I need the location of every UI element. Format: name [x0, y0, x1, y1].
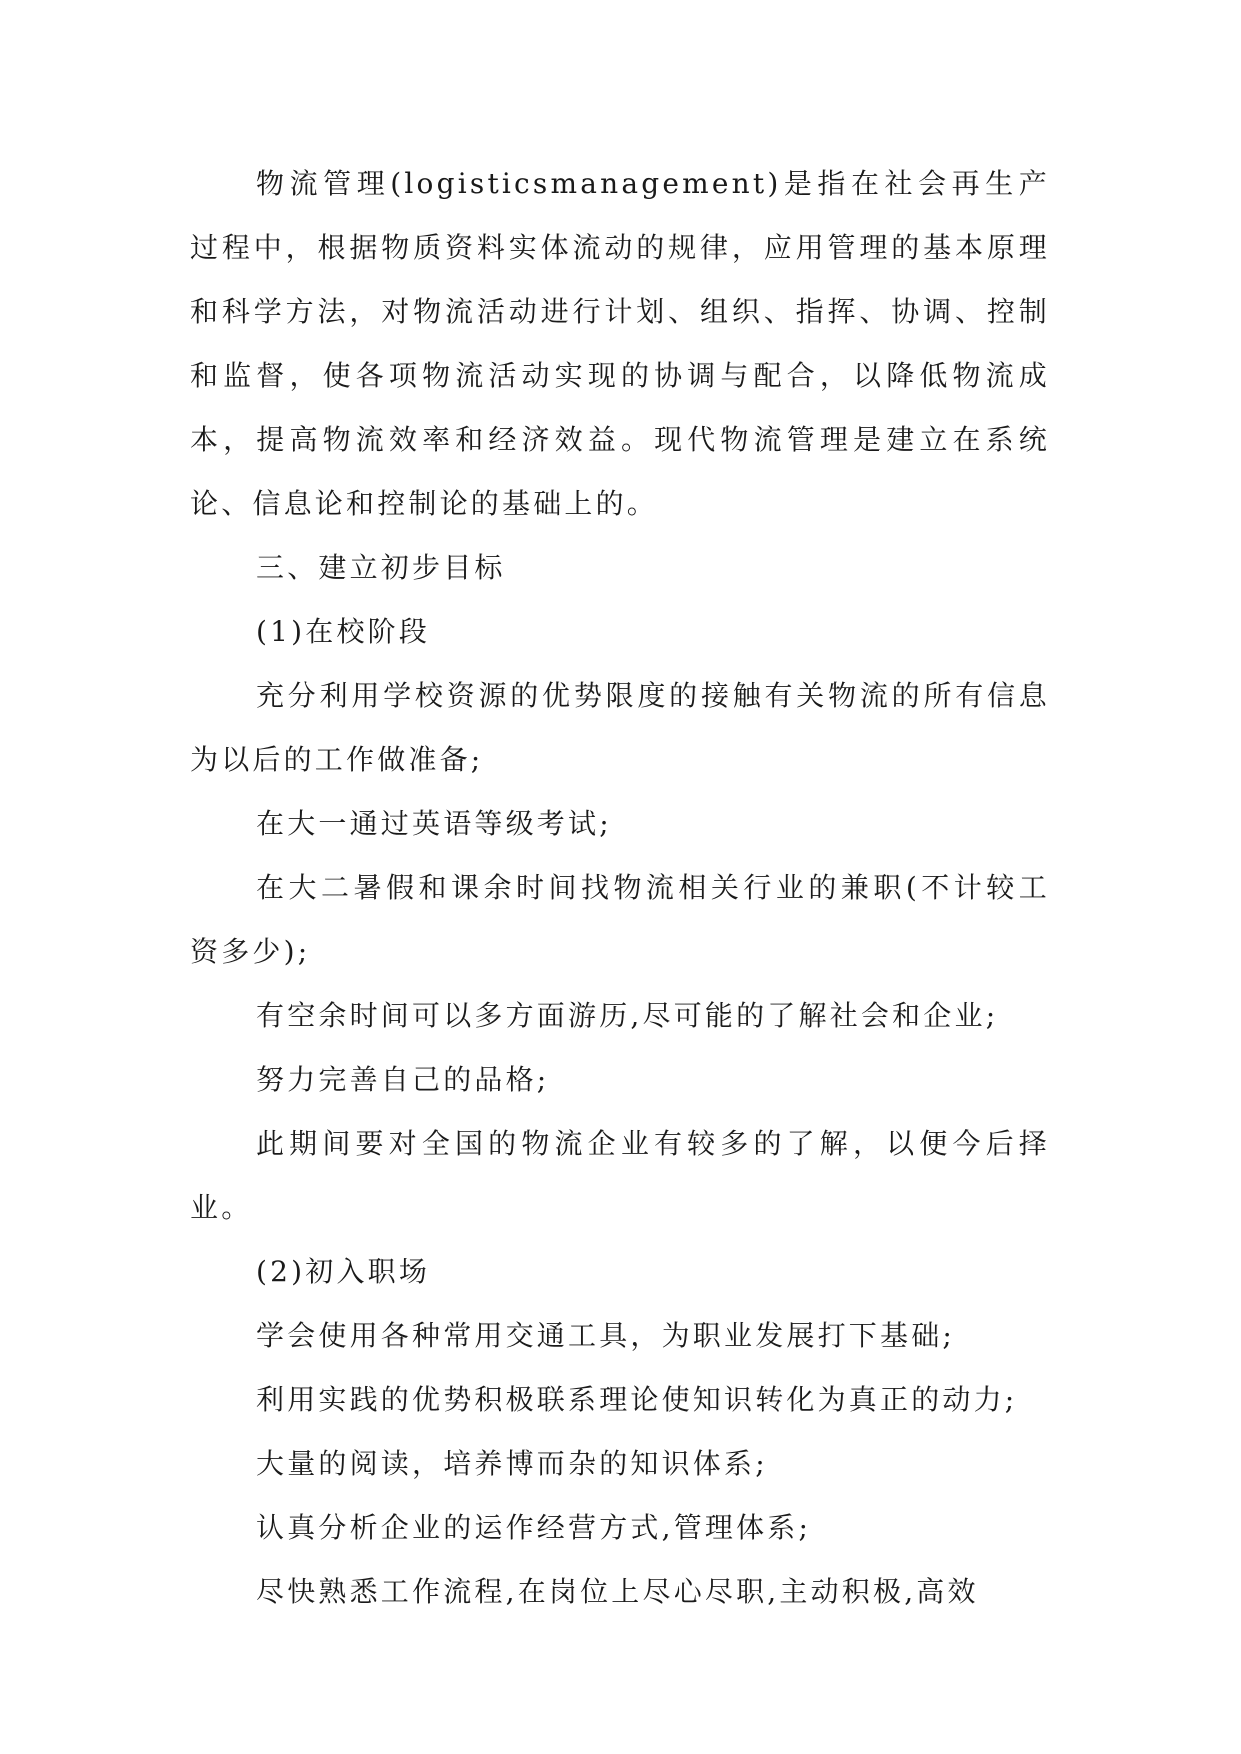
subheading-entering-workplace: (2)初入职场 — [256, 1255, 431, 1288]
paragraph-character: 努力完善自己的品格; — [256, 1063, 550, 1096]
paragraph-business-analysis: 认真分析企业的运作经营方式,管理体系; — [256, 1511, 812, 1544]
paragraph-english-exam: 在大一通过英语等级考试; — [256, 807, 612, 840]
paragraph-workflow: 尽快熟悉工作流程,在岗位上尽心尽职,主动积极,高效 — [256, 1575, 979, 1608]
subheading-school-stage: (1)在校阶段 — [256, 615, 431, 648]
paragraph-part-time-job: 在大二暑假和课余时间找物流相关行业的兼职(不计较工资多少); — [190, 871, 1050, 968]
paragraph-practice-theory: 利用实践的优势积极联系理论使知识转化为真正的动力; — [256, 1383, 1018, 1416]
paragraph-transport-tools: 学会使用各种常用交通工具，为职业发展打下基础; — [256, 1319, 956, 1352]
paragraph-logistics-definition: 物流管理(logisticsmanagement)是指在社会再生产过程中，根据物质资料实体流动的规律，应用管理的基本原理和科学方法，对物流活动进行计划、组织、指挥、协调、控制和监督，使各项物流活动实现的协调与配合，以降低物流成本，提高物流效率和经济效益。现代物流管理是建立在系统论、信息论和控制论的基础上的。 — [190, 167, 1050, 520]
document-body — [190, 152, 1050, 1624]
heading-initial-goals: 三、建立初步目标 — [256, 551, 506, 584]
paragraph-travel: 有空余时间可以多方面游历,尽可能的了解社会和企业; — [256, 999, 999, 1032]
paragraph-school-resources: 充分利用学校资源的优势限度的接触有关物流的所有信息为以后的工作做准备; — [190, 679, 1050, 776]
paragraph-logistics-companies: 此期间要对全国的物流企业有较多的了解，以便今后择业。 — [190, 1127, 1050, 1224]
paragraph-reading: 大量的阅读，培养博而杂的知识体系; — [256, 1447, 768, 1480]
